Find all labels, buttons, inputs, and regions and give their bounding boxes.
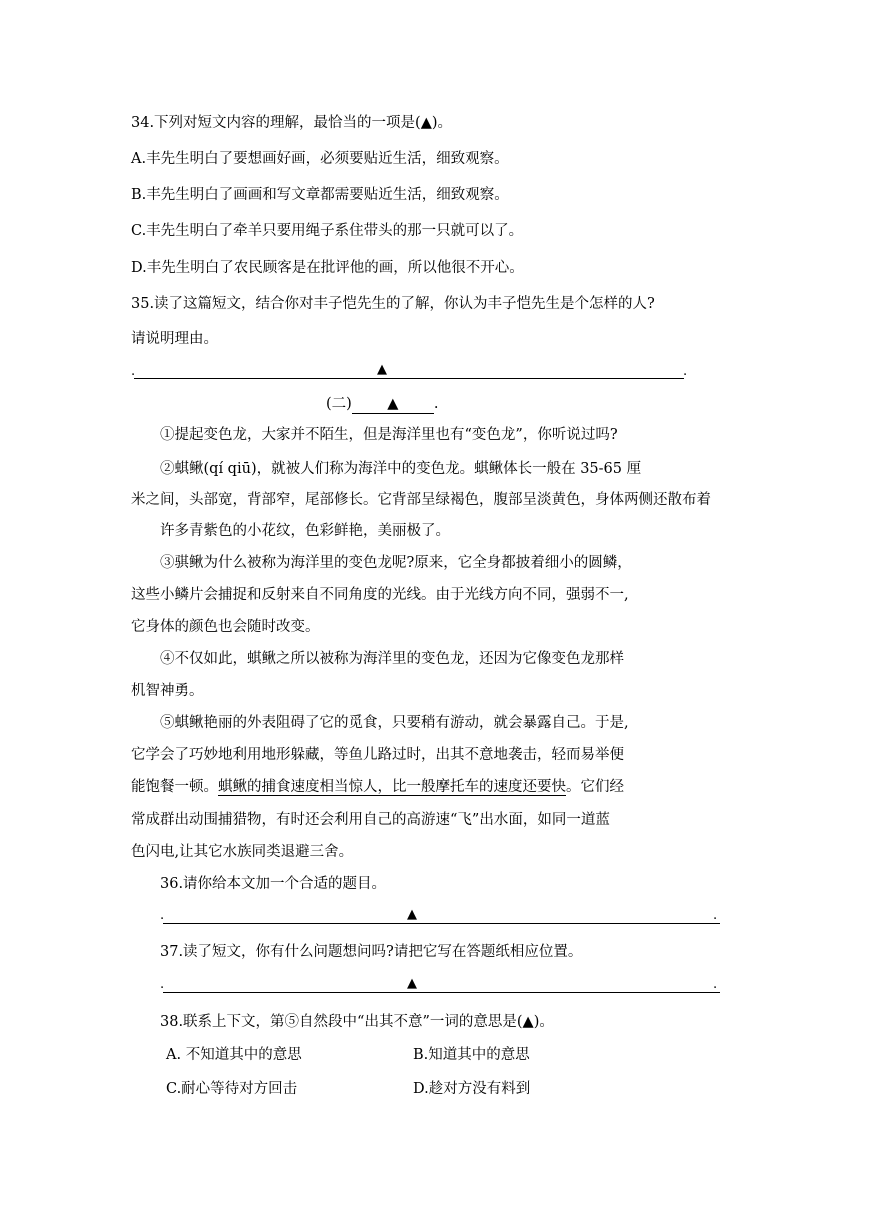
section2-title: [326, 394, 438, 414]
q34-option-d: D.丰先生明白了农民顾客是在批评他的画，所以他很不开心。: [131, 260, 524, 276]
section2-blank-marker: ▲: [387, 396, 399, 412]
passage-p2-line3: 许多青紫色的小花纹，色彩鲜艳，美丽极了。: [160, 523, 450, 539]
q37-stem: 37.读了短文，你有什么问题想问吗?请把它写在答题纸相应位置。: [160, 944, 583, 960]
q35-stem-line1: 35.读了这篇短文，结合你对丰子恺先生的了解，你认为丰子恺先生是个怎样的人?: [131, 296, 655, 312]
passage-p4-line2: 机智神勇。: [131, 683, 204, 699]
passage-p3-line3: 它身体的颜色也会随时改变。: [131, 619, 320, 635]
q37-answer-line[interactable]: [163, 992, 720, 993]
q35-dot-left: .: [131, 364, 136, 379]
q36-dot-right: .: [713, 908, 718, 923]
passage-p2-line1: ②蜞鳅(qí qiū)，就被人们称为海洋中的变色龙。蜞鳅体长一般在 35-65 厘: [160, 461, 642, 477]
q35-dot-right: .: [683, 364, 688, 379]
q36-dot-left: .: [160, 908, 165, 923]
q36-blank-marker: ▲: [407, 907, 417, 922]
q38-option-c: C.耐心等待对方回击: [166, 1081, 298, 1097]
q35-answer-line[interactable]: [134, 378, 684, 379]
q36-stem: 36.请你给本文加一个合适的题目。: [160, 876, 387, 892]
q34-option-c: C.丰先生明白了牵羊只要用绳子系住带头的那一只就可以了。: [131, 223, 524, 239]
passage-p5-line2: 它学会了巧妙地利用地形躲藏，等鱼儿路过时，出其不意地袭击，轻而易举便: [131, 747, 624, 763]
q35-stem-line2: 请说明理由。: [131, 331, 218, 347]
q37-dot-left: .: [160, 977, 165, 992]
passage-p5-line3: [131, 777, 624, 797]
passage-p5-line4: 常成群出动围捕猎物，有时还会利用自己的高游速“飞”出水面，如同一道蓝: [131, 812, 610, 828]
q37-dot-right: .: [713, 977, 718, 992]
q38-option-a: A. 不知道其中的意思: [166, 1047, 302, 1063]
q38-option-b: B.知道其中的意思: [413, 1047, 530, 1063]
q34-stem: 34.下列对短文内容的理解，最恰当的一项是(▲)。: [131, 115, 453, 131]
q38-stem: 38.联系上下文，第⑤自然段中“出其不意”一词的意思是(▲)。: [160, 1014, 554, 1030]
passage-p2-line2: 米之间，头部宽，背部窄，尾部修长。它背部呈绿褐色，腹部呈淡黄色，身体两侧还散布着: [131, 492, 711, 508]
passage-p3-line1: ③骐鳅为什么被称为海洋里的变色龙呢?原来，它全身都披着细小的圆鳞，: [160, 555, 632, 571]
q34-option-a: A.丰先生明白了要想画好画，必须要贴近生活，细致观察。: [131, 151, 509, 167]
passage-p1: ①提起变色龙，大家并不陌生，但是海洋里也有“变色龙”，你听说过吗?: [160, 427, 618, 443]
passage-p5-line3-start: 能饱餐一顿。: [131, 779, 218, 795]
passage-p5-line1: ⑤蜞鳅艳丽的外表阻碍了它的觅食，只要稍有游动，就会暴露自己。于是,: [160, 715, 629, 731]
q37-blank-marker: ▲: [407, 976, 417, 991]
passage-underlined-sentence: 蜞鳅的捕食速度相当惊人，比一般摩托车的速度还要快: [218, 779, 566, 795]
q36-answer-line[interactable]: [163, 923, 720, 924]
q35-blank-marker: ▲: [377, 362, 387, 377]
q34-option-b: B.丰先生明白了画画和写文章都需要贴近生活，细致观察。: [131, 187, 509, 203]
section2-label: (二): [326, 396, 352, 412]
q38-option-d: D.趁对方没有料到: [413, 1081, 531, 1097]
passage-p5-line3-end: 。它们经: [566, 779, 624, 795]
passage-p5-line5: 色闪电,让其它水族同类退避三舍。: [131, 844, 354, 860]
section2-end-dot: .: [433, 396, 439, 412]
passage-p3-line2: 这些小鳞片会捕捉和反射来自不同角度的光线。由于光线方向不同，强弱不一,: [131, 587, 629, 603]
passage-p4-line1: ④不仅如此，蜞鳅之所以被称为海洋里的变色龙，还因为它像变色龙那样: [160, 651, 624, 667]
section2-title-blank[interactable]: [352, 395, 434, 414]
